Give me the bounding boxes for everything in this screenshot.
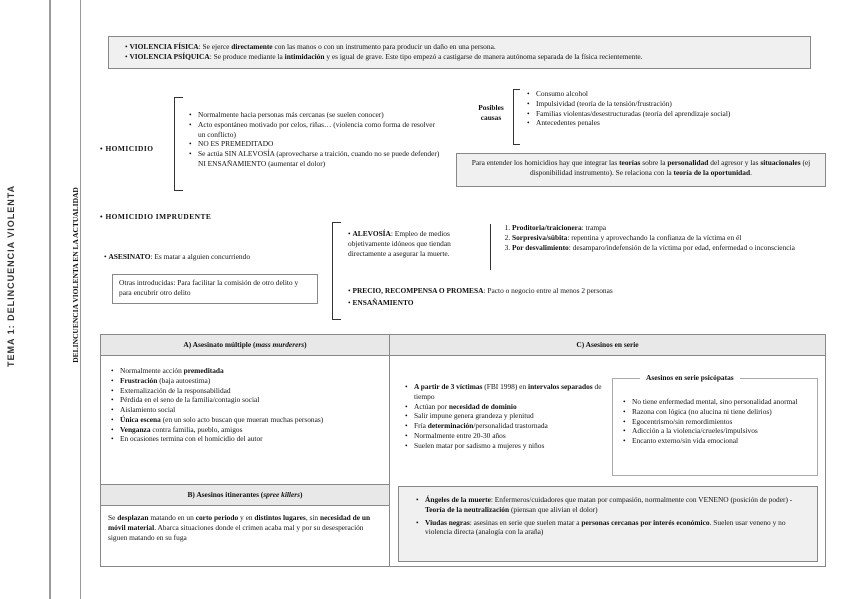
teorias-box: Para entender los homicidios hay que integrar las teorías sobre la personalidad del agresor y las situacionales (ej disponibilidad instrumento). Se relaciona con la teoría de la oportunidad.: [456, 153, 826, 187]
alevosia-text: • ALEVOSÍA: Empleo de medios objetivamente idóneos que tiendan directamente a asegurar la muerte.: [348, 229, 486, 258]
serie-list: [402, 382, 610, 450]
posibles-item: • Impulsividad (teoría de la tensión/frustración): [536, 99, 814, 109]
section-title: DELINCUENCIA VIOLENTA EN LA ACTUALIDAD: [71, 187, 81, 363]
serie-item: • Actúan por necesidad de dominio: [414, 402, 610, 412]
psicopatas-title: Asesinos en serie psicópatas: [640, 373, 740, 383]
violencia-psiquica-line: • VIOLENCIA PSÍQUICA: Se produce mediante la intimidación y es igual de grave. Este tipo empezó a castigarse de manera autónoma separada de la física recientemente.: [125, 52, 810, 62]
psicopatas-list: [620, 397, 816, 446]
ensanamiento-line: • ENSAÑAMIENTO: [348, 298, 414, 308]
posibles-item: • Familias violentas/desestructuradas (teoría del aprendizaje social): [536, 109, 814, 119]
homicidio-label: • HOMICIDIO: [100, 144, 153, 154]
posibles-brace: [513, 89, 520, 145]
posibles-causas-label: Posibles causas: [478, 103, 504, 122]
multiple-item: • Venganza contra familia, pueblo, amigos: [120, 425, 388, 435]
psicopata-item: • Razona con lógica (no alucina ni tiene delirios): [632, 407, 816, 417]
posibles-list: [524, 89, 814, 128]
alevosia-type: 2. Sorpresiva/súbita: repentina y aprovechando la confianza de la víctima en él: [512, 233, 818, 243]
psicopata-item: • Adicción a la violencia/crueles/impulsivos: [632, 426, 816, 436]
itinerantes-text: Se desplazan matando en un corto periodo y en distintos lugares, sin necesidad de un móvil material. Abarca situaciones donde el crimen acaba mal y por su desesperación siguen matando en su fuga: [108, 513, 371, 542]
multiple-item: • Externalización de la responsabilidad: [120, 386, 388, 396]
left-margin-rule: [49, 0, 51, 599]
homicidio-item: • NO ES PREMEDITADO: [198, 139, 444, 149]
angeles-viudas-box: [398, 486, 818, 562]
multiple-item: • Única escena (en un solo acto buscan que mueran muchas personas): [120, 415, 388, 425]
itinerantes-header: B) Asesinos itinerantes (spree killers): [101, 484, 389, 506]
alevosia-type: 1. Proditoria/traicionera: trampa: [512, 223, 818, 233]
tema-title: TEMA 1: DELINCUENCIA VIOLENTA: [6, 184, 17, 368]
serie-header: C) Asesinos en serie: [390, 335, 825, 356]
otras-box: Otras introducidas: Para facilitar la comisión de otro delito y para encubrir otro delito: [112, 274, 318, 304]
serie-item: • Normalmente entre 20-30 años: [414, 431, 610, 441]
homicidio-imprudente: • HOMICIDIO IMPRUDENTE: [100, 212, 211, 222]
serie-item: • Salir impune genera grandeza y plenitud: [414, 411, 610, 421]
table-divider: [389, 334, 390, 567]
multiple-item: • Normalmente acción premeditada: [120, 366, 388, 376]
multiple-item: • Aislamiento social: [120, 405, 388, 415]
homicidio-item: • Se actúa SIN ALEVOSÍA (aprovecharse a traición, cuando no se puede defender) NI ENSAÑAMIENTO (aumentar el dolor): [198, 149, 444, 169]
multiple-list: [108, 366, 388, 444]
violencia-fisica-line: • VIOLENCIA FÍSICA: Se ejerce directamente con las manos o con un instrumento para producir un daño en una persona.: [125, 42, 810, 52]
homicidio-item: • Acto espontáneo motivado por celos, riñas… (violencia como forma de resolver un conflicto): [198, 120, 444, 140]
asesinato-brace: [332, 222, 341, 320]
posibles-item: • Consumo alcohol: [536, 89, 814, 99]
posibles-item: • Antecedentes penales: [536, 118, 814, 128]
multiple-item: • En ocasiones termina con el homicidio del autor: [120, 434, 388, 444]
psicopata-item: • No tiene enfermedad mental, sino personalidad anormal: [632, 397, 816, 407]
multiple-item: • Frustración (baja autoestima): [120, 376, 388, 386]
violencia-box: [108, 36, 811, 69]
viudas-item: • Viudas negras: asesinas en serie que suelen matar a personas cercanas por interés económico. Suelen usar veneno y no violencia directa (analogía con la araña): [425, 518, 811, 538]
psicopata-item: • Encanto externo/sin vida emocional: [632, 436, 816, 446]
homicidio-brace: [174, 97, 183, 191]
multiple-header: A) Asesinato múltiple (mass murderers): [101, 335, 389, 356]
psicopata-item: • Egocentrismo/sin remordimientos: [632, 417, 816, 427]
homicidio-list: [186, 110, 444, 169]
asesinato-line: • ASESINATO: Es matar a alguien concurriendo: [104, 252, 250, 262]
alevosia-types: [498, 223, 818, 252]
homicidio-item: • Normalmente hacia personas más cercanas (se suelen conocer): [198, 110, 444, 120]
serie-item: • Suelen matar por sadismo a mujeres y niños: [414, 441, 610, 451]
serie-item: • Fría determinación/personalidad trastornada: [414, 421, 610, 431]
serie-item: • A partir de 3 víctimas (FBI 1998) en intervalos separados de tiempo: [414, 382, 610, 402]
alevosia-type: 3. Por desvalimiento: desamparo/indefensión de la víctima por edad, enfermedad o inconsciencia: [512, 243, 818, 253]
precio-line: • PRECIO, RECOMPENSA O PROMESA: Pacto o negocio entre al menos 2 personas: [348, 286, 748, 296]
angeles-item: • Ángeles de la muerte: Enfermeros/cuidadores que matan por compasión, normalmente con VENENO (posición de poder) - Teoría de la neutralización (piensan que alivian el dolor): [425, 495, 811, 515]
multiple-item: • Pérdida en el seno de la familia/contagio social: [120, 395, 388, 405]
alevosia-brace: [490, 224, 491, 270]
